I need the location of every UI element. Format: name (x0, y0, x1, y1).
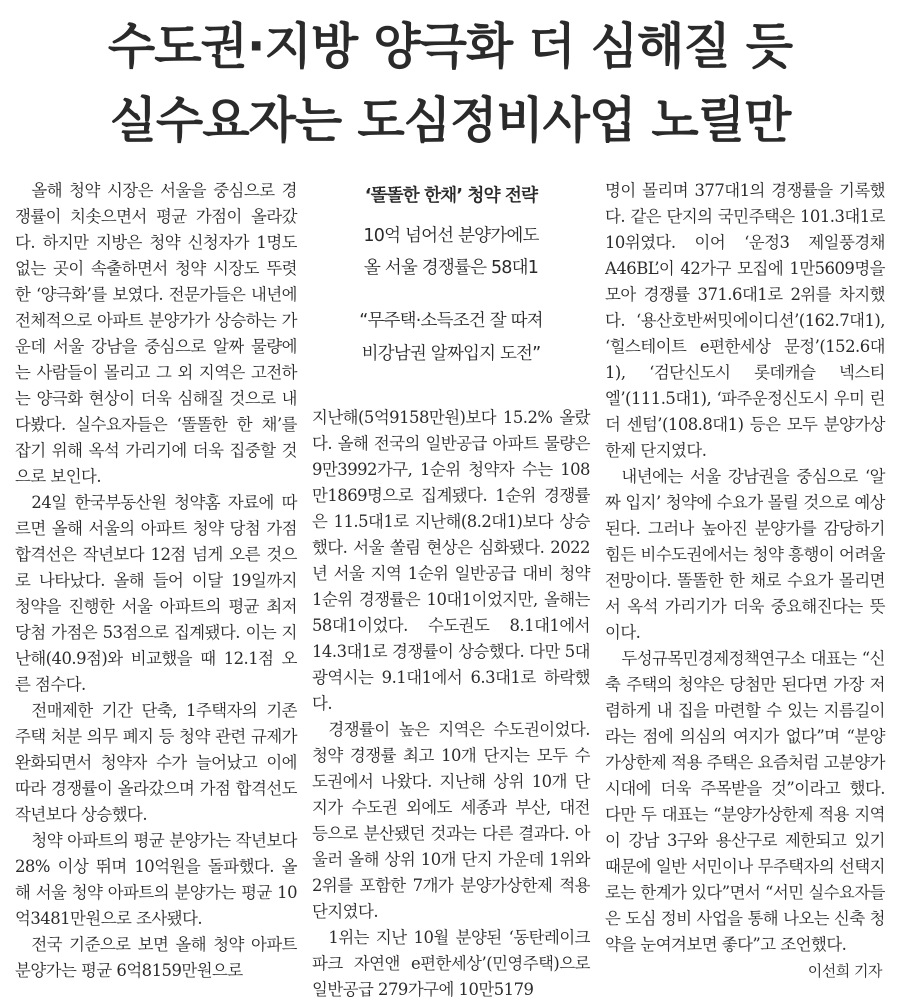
byline: 이선희 기자 (807, 962, 882, 980)
subhead-2: 10억 넘어선 분양가에도 (363, 226, 539, 246)
subhead-1-quote: ‘똘똘한 한채’ (364, 186, 463, 206)
headline-line-1: 수도권·지방 양극화 더 심해질 듯 (107, 18, 793, 75)
subhead-3: 올 서울 경쟁률은 58대1 (363, 258, 539, 278)
subhead-1 (312, 182, 590, 207)
subhead-4: “무주택·소득조건 잘 따져 (359, 311, 543, 331)
paragraph: 명이 몰리며 377대1의 경쟁률을 기록했다. 같은 단지의 국민주택은 101.3대1로 10위였다. 이어 ‘운정3 제일풍경채 A46BL’이 42가구 모집에 1만5609명을 모아 경쟁률 371.6대1로 2위를 차지했다. ‘용산호반써밋에이디션’(162.7대1), ‘힐스테이트 e편한세상 문정’(152.6대1), ‘검단신도시 롯데캐슬 넥스티엘’(111.5대1), ‘파주운정신도시 우미 린 더 센텀’(108.8대1) 등은 모두 분양가상한제 단지였다. (605, 181, 885, 460)
subhead-5: 비강남권 알짜입지 도전” (361, 344, 541, 364)
paragraph: 1위는 지난 10월 분양된 ‘동탄레이크파크 자연앤 e편한세상’(민영주택)으로 일반공급 279가구에 10만5179 (312, 928, 590, 999)
article-column-1 (15, 178, 297, 988)
paragraph: 전매제한 기간 단축, 1주택자의 기존 주택 처분 의무 폐지 등 청약 관련 규제가 완화되면서 청약자 수가 늘어났고 이에 따라 경쟁률이 올라갔으며 가점 합격선도 작년보다 상승했다. (15, 701, 297, 824)
headline-line-2: 실수요자는 도심정비사업 노릴만 (109, 92, 791, 149)
paragraph: 24일 한국부동산원 청약홈 자료에 따르면 올해 서울의 아파트 청약 당첨 가점 합격선은 작년보다 12점 넘게 오른 것으로 나타났다. 올해 들어 이달 19일까지 청약을 진행한 서울 아파트의 평균 최저 당첨 가점은 53점으로 집계됐다. 이는 지난해(40.9점)와 비교했을 때 12.1점 오른 점수다. (15, 493, 297, 694)
paragraph: 경쟁률이 높은 지역은 수도권이었다. 청약 경쟁률 최고 10개 단지는 모두 수도권에서 나왔다. 지난해 상위 10개 단지가 수도권 외에도 세종과 부산, 대전 등으로 분산됐던 것과는 다른 결과다. 아울러 올해 상위 10개 단지 가운데 1위와 2위를 포함한 7개가 분양가상한제 적용 단지였다. (312, 720, 590, 921)
subheadings (312, 178, 590, 378)
paragraph: 두성규목민경제정책연구소 대표는 “신축 주택의 청약은 당첨만 된다면 가장 저렴하게 내 집을 마련할 수 있는 지름길이라는 점에 의심의 여지가 없다”며 “분양가상한제 적용 주택은 요즘처럼 고분양가 시대에 더욱 주목받을 것”이라고 했다. 다만 두 대표는 “분양가상한제 적용 지역이 강남 3구와 용산구로 제한되고 있기 때문에 일반 서민이나 무주택자의 선택지로는 한계가 있다”면서 “서민 실수요자들은 도심 정비 사업을 통해 나오는 신축 청약을 눈여겨보면 좋다”고 조언했다. (605, 649, 885, 954)
paragraph: 지난해(5억9158만원)보다 15.2% 올랐다. 올해 전국의 일반공급 아파트 물량은 9만3992가구, 1순위 청약자 수는 108만1869명으로 집계됐다. 1순위 경쟁률은 11.5대1로 지난해(8.2대1)보다 상승했다. 서울 쏠림 현상은 심화됐다. 2022년 서울 지역 1순위 일반공급 대비 청약 1순위 경쟁률은 10대1이었지만, 올해는 58대1이었다. 수도권도 8.1대1에서 14.3대1로 경쟁률이 상승했다. 다만 5대 광역시는 9.1대1에서 6.3대1로 하락했다. (312, 408, 590, 713)
article-column-2 (312, 405, 590, 999)
subhead-1-rest: 청약 전략 (462, 186, 538, 206)
paragraph: 전국 기준으로 보면 올해 청약 아파트 분양가는 평균 6억8159만원으로 (15, 935, 297, 980)
paragraph: 청약 아파트의 평균 분양가는 작년보다 28% 이상 뛰며 10억원을 돌파했다. 올해 서울 청약 아파트의 분양가는 평균 10억3481만원으로 조사됐다. (15, 831, 297, 928)
paragraph: 올해 청약 시장은 서울을 중심으로 경쟁률이 치솟으면서 평균 가점이 올라갔다. 하지만 지방은 청약 신청자가 1명도 없는 곳이 속출하면서 청약 시장도 뚜렷한 ‘양극화’를 보였다. 전문가들은 내년에 전체적으로 아파트 분양가가 상승하는 가운데 서울 강남을 중심으로 알짜 물량에는 사람들이 몰리고 그 외 지역은 고전하는 양극화 현상이 더욱 심해질 것으로 내다봤다. 실수요자들은 ‘똘똘한 한 채’를 잡기 위해 옥석 가리기에 더욱 집중할 것으로 보인다. (15, 181, 297, 486)
article-column-3 (605, 178, 885, 958)
paragraph: 내년에는 서울 강남권을 중심으로 ‘알짜 입지’ 청약에 수요가 몰릴 것으로 예상된다. 그러나 높아진 분양가를 감당하기 힘든 비수도권에서는 청약 흥행이 어려울 전망이다. 똘똘한 한 채로 수요가 몰리면서 옥석 가리기가 더욱 중요해진다는 뜻이다. (605, 467, 885, 642)
